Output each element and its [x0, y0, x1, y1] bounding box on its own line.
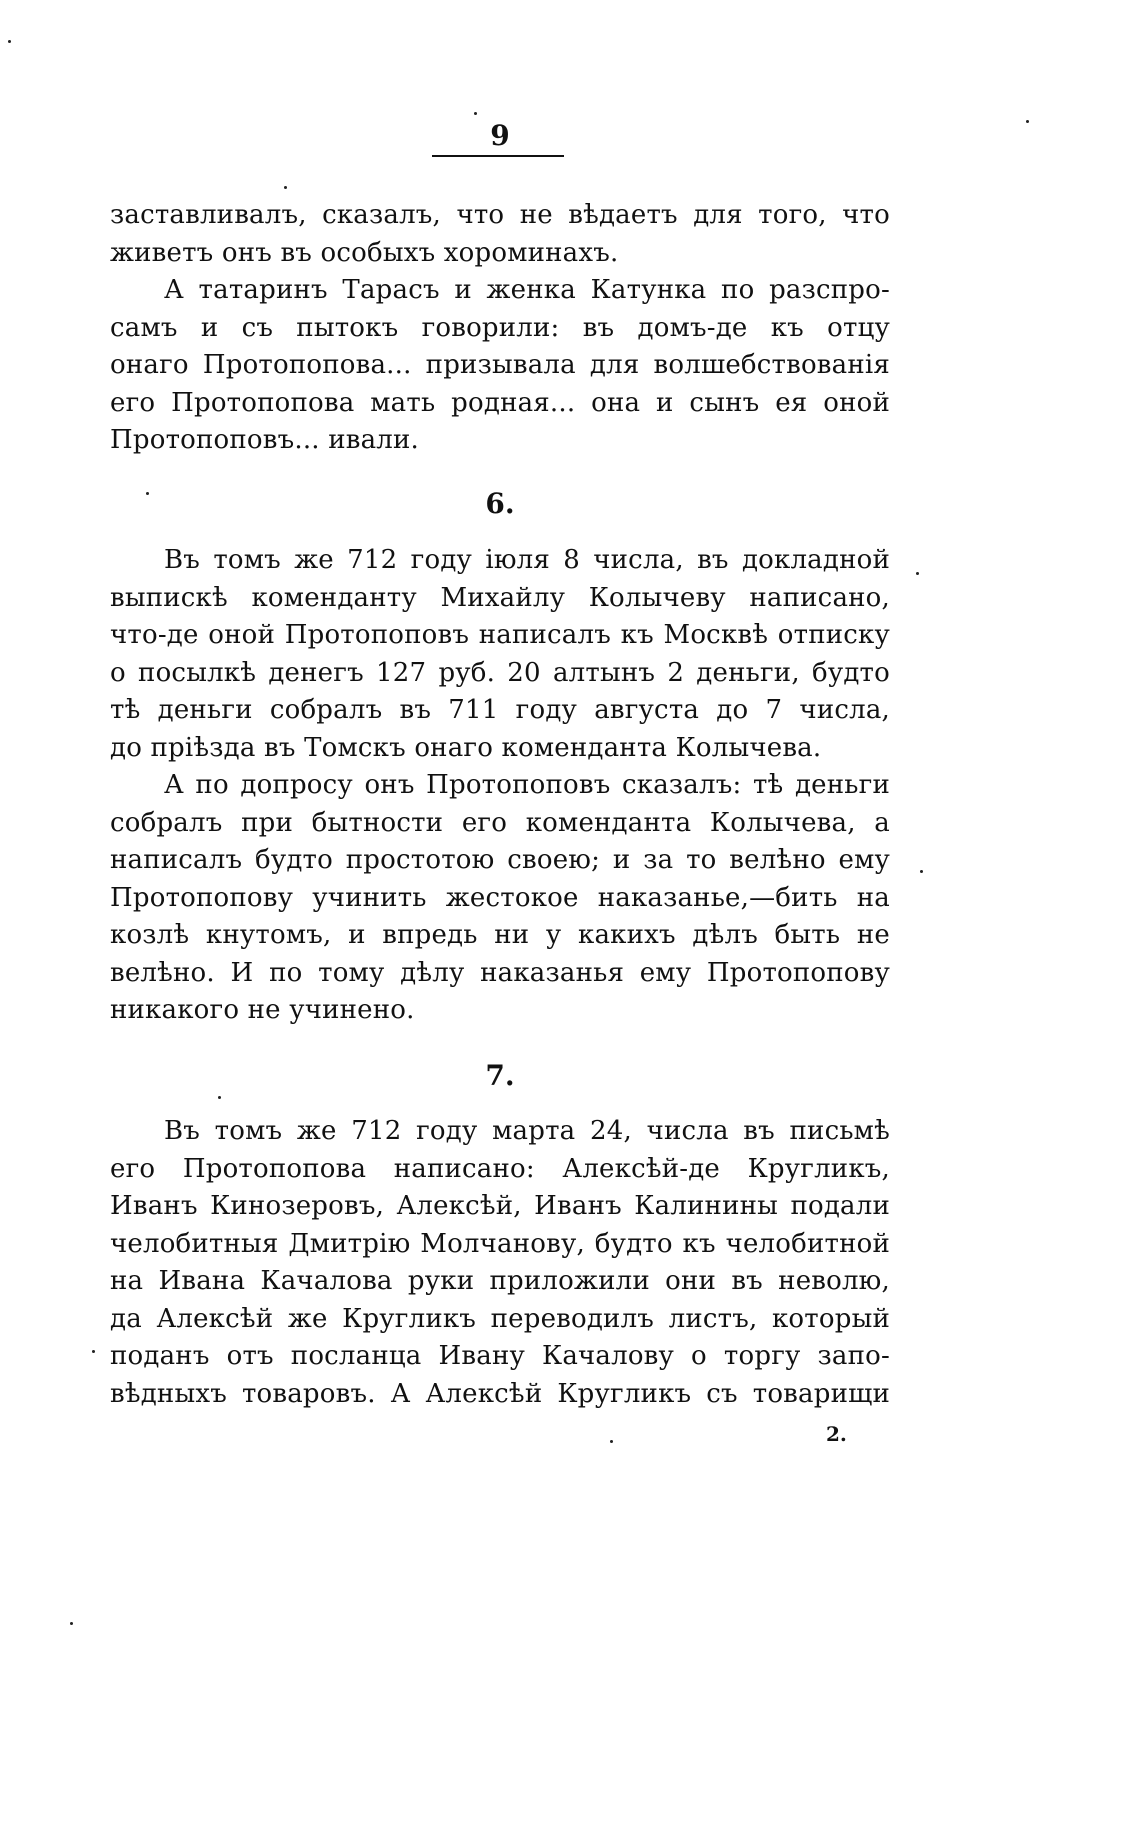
text-line: написалъ будто простотою своею; и за то велѣно ему: [110, 845, 890, 875]
text-line: челобитныя Дмитрію Молчанову, будто къ челобитной: [110, 1228, 890, 1259]
scan-speck: [474, 112, 477, 115]
text-line: да Алексѣй же Кругликъ переводилъ листъ, который: [110, 1303, 890, 1334]
text-line: козлѣ кнутомъ, и впредь ни у какихъ дѣлъ быть не: [110, 920, 890, 950]
scan-speck: [284, 186, 287, 189]
scan-speck: [8, 40, 11, 43]
section-6-paragraph-1: [110, 542, 890, 767]
text-line: Въ томъ же 712 году марта 24, числа въ письмѣ: [164, 1116, 890, 1146]
text-line: заставливалъ, сказалъ, что не вѣдаетъ для того, что: [110, 200, 890, 230]
text-line: собралъ при бытности его коменданта Колычева, а: [110, 807, 890, 838]
text-line: поданъ отъ посланца Ивану Качалову о торгу запо-: [110, 1341, 890, 1371]
section-7-number: 7.: [485, 1059, 515, 1092]
text-line: Въ томъ же 712 году іюля 8 числа, въ докладной: [164, 545, 890, 575]
paragraph-continuation: [110, 197, 890, 272]
header-rule: [432, 155, 564, 157]
text-line: выпискѣ коменданту Михайлу Колычеву написано,: [110, 582, 890, 613]
text-line: онаго Протопопова... призывала для волшебствованія: [110, 350, 890, 380]
scan-speck: [610, 1440, 613, 1443]
text-line: вѣдныхъ товаровъ. А Алексѣй Кругликъ съ товарищи: [110, 1378, 890, 1409]
page-number: 9: [490, 119, 510, 152]
scan-speck: [92, 1350, 95, 1353]
text-line: на Ивана Качалова руки приложили они въ неволю,: [110, 1266, 890, 1296]
text-line: самъ и съ пытокъ говорили: въ домъ-де къ отцу: [110, 312, 890, 343]
text-line: Протопопову учинить жестокое наказанье,—бить на: [110, 882, 890, 913]
scan-speck: [146, 492, 149, 495]
text-line: Иванъ Кинозеровъ, Алексѣй, Иванъ Калинины подали: [110, 1191, 890, 1221]
section-6-number: 6.: [485, 487, 515, 520]
scan-speck: [70, 1622, 73, 1625]
scan-speck: [920, 870, 923, 873]
text-line: о посылкѣ денегъ 127 руб. 20 алтынъ 2 деньги, будто: [110, 657, 890, 688]
text-line: А по допросу онъ Протопоповъ сказалъ: тѣ деньги: [164, 770, 890, 800]
text-line: до пріѣзда въ Томскъ онаго коменданта Колычева.: [110, 732, 822, 763]
scan-speck: [1026, 120, 1029, 123]
text-line: Протопоповъ... ивали.: [110, 425, 419, 455]
text-line: А татаринъ Тарасъ и женка Катунка по разспро-: [164, 275, 890, 305]
section-6-paragraph-2: [110, 767, 890, 1030]
signature-mark: 2.: [826, 1422, 847, 1446]
text-line: тѣ деньги собралъ въ 711 году августа до 7 числа,: [110, 695, 890, 725]
section-7-paragraph-1: [110, 1113, 890, 1413]
scan-speck: [218, 1096, 221, 1099]
text-line: велѣно. И по тому дѣлу наказанья ему Протопопову: [110, 957, 890, 988]
paragraph-witnesses: [110, 272, 890, 460]
text-line: что-де оной Протопоповъ написалъ къ Москвѣ отписку: [110, 620, 890, 650]
text-line: никакого не учинено.: [110, 995, 415, 1025]
text-line: его Протопопова мать родная... она и сынъ ея оной: [110, 387, 890, 418]
text-line: живетъ онъ въ особыхъ хороминахъ.: [110, 237, 619, 268]
scan-speck: [916, 572, 919, 575]
text-line: его Протопопова написано: Алексѣй-де Кругликъ,: [110, 1153, 890, 1184]
